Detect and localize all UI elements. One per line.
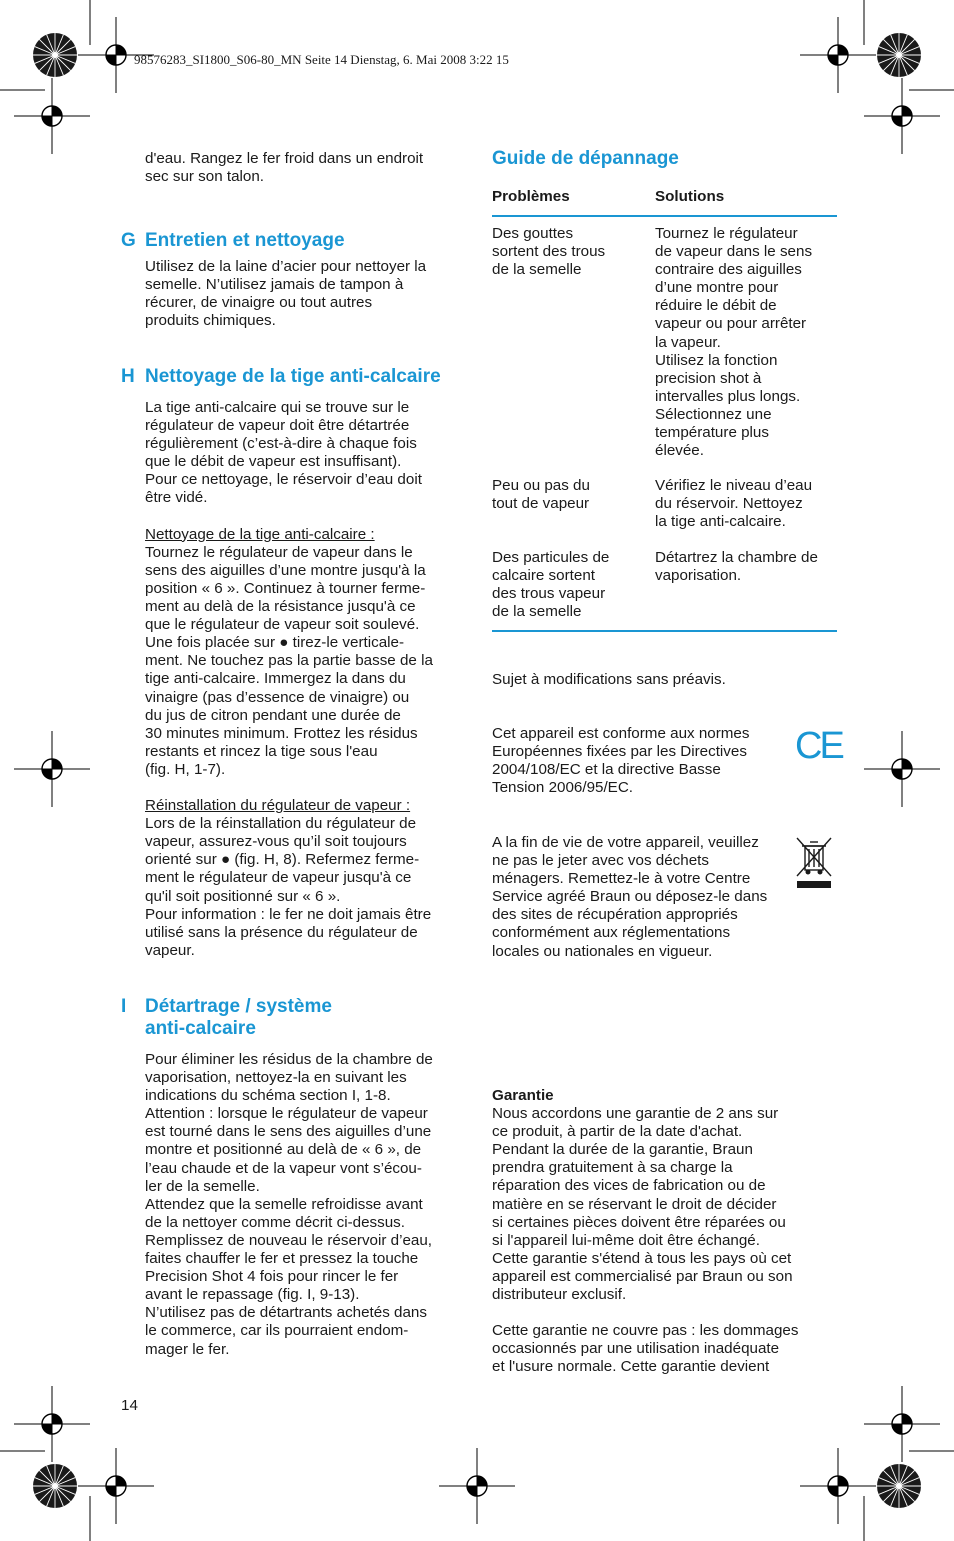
print-slug: 98576283_SI1800_S06-80_MN Seite 14 Dienstag, 6. Mai 2008 3:22 15 <box>134 52 509 67</box>
text-line: Attendez que la semelle refroidisse avant <box>145 1195 423 1213</box>
text-line: Lors de la réinstallation du régulateur de <box>145 815 417 833</box>
text-line: récurer, de vinaigre ou tout autres <box>145 294 373 312</box>
text-line: être vidé. <box>145 489 208 507</box>
text-line: Cette garantie ne couvre pas : les dommages <box>492 1322 799 1340</box>
text-line: La tige anti-calcaire qui se trouve sur le <box>145 399 410 416</box>
text-line: Cet appareil est conforme aux normes <box>492 725 750 742</box>
text-line: locales ou nationales en vigueur. <box>492 942 713 960</box>
text-line: 30 minutes minimum. Frottez les résidus <box>145 724 418 742</box>
text-line: Nous accordons une garantie de 2 ans sur <box>492 1105 779 1123</box>
table-header-solutions: Solutions <box>655 188 725 205</box>
subheading: Nettoyage de la tige anti-calcaire : <box>145 525 375 543</box>
text-line: Utilisez de la laine d’acier pour nettoyer la <box>145 258 427 275</box>
text-line: 2004/108/EC et la directive Basse <box>492 761 721 779</box>
text-line: (fig. H, 1-7). <box>145 760 226 778</box>
text-line: Remplissez de nouveau le réservoir d’eau, <box>145 1231 433 1249</box>
text-line: Cette garantie s'étend à tous les pays où cet <box>492 1249 792 1267</box>
text-line: ne pas le jeter avec vos déchets <box>492 852 709 870</box>
weee-crossed-bin-icon <box>795 836 833 890</box>
text-line: des sites de récupération appropriés <box>492 906 738 924</box>
guarantee-title: Garantie <box>492 1087 554 1104</box>
text-line: ce produit, à partir de la date d'achat. <box>492 1123 743 1141</box>
text-line: régulièrement (c’est-à-dire à chaque fois <box>145 435 417 453</box>
text-line: Une fois placée sur ● tirez-le verticale- <box>145 634 405 652</box>
ce-conformity-text <box>492 725 792 797</box>
text-line: ment le régulateur de vapeur jusqu'à ce <box>145 869 412 887</box>
text-line: sens des aiguilles d’une montre jusqu'à la <box>145 561 426 579</box>
text-line: Tournez le régulateur de vapeur dans le <box>145 543 413 561</box>
text-line: du jus de citron pendant une durée de <box>145 706 401 724</box>
notice-text: Sujet à modifications sans préavis. <box>492 671 726 688</box>
guide-title: Guide de dépannage <box>492 148 679 169</box>
section-i-body <box>145 1051 465 1359</box>
text-line: ment. Ne touchez pas la partie basse de la <box>145 652 433 670</box>
text-line: Precision Shot 4 fois pour rincer le fer <box>145 1268 399 1286</box>
text-line: si l'appareil lui-même doit être échangé. <box>492 1231 760 1249</box>
text-line: appareil est commercialisé par Braun ou son <box>492 1267 793 1285</box>
text-line: Pour ce nettoyage, le réservoir d’eau doit <box>145 471 422 489</box>
text-line: et l'usure normale. Cette garantie devient <box>492 1358 770 1376</box>
text-line: faites chauffer le fer et pressez la touche <box>145 1250 419 1268</box>
subheading: Réinstallation du régulateur de vapeur : <box>145 797 411 815</box>
page-number: 14 <box>121 1397 138 1414</box>
text-line: vinaigre (pas d’essence de vinaigre) ou <box>145 688 410 706</box>
text-line: Service agréé Braun ou déposez-le dans <box>492 888 768 906</box>
text-line: mager le fer. <box>145 1340 230 1358</box>
text-line: N’utilisez pas de détartrants achetés dans <box>145 1304 427 1322</box>
table-header-problems: Problèmes <box>492 188 570 205</box>
text-line: indications du schéma section I, 1-8. <box>145 1087 391 1105</box>
section-i-heading <box>121 996 332 1040</box>
section-title: anti-calcaire <box>145 1018 256 1039</box>
section-title: Détartrage / système <box>145 996 332 1017</box>
text-line: Tension 2006/95/EC. <box>492 779 634 797</box>
text-line: vapeur, assurez-vous qu’il soit toujours <box>145 833 407 851</box>
text-line: vapeur. <box>145 941 195 959</box>
text-line: utilisé sans la présence du régulateur de <box>145 923 418 941</box>
table-row-2-problem: Peu ou pas du tout de vapeur <box>492 477 590 513</box>
text-line: réparation des vices de fabrication ou de <box>492 1177 766 1195</box>
section-h-heading <box>121 366 441 388</box>
section-letter: G <box>121 230 136 251</box>
section-title: Nettoyage de la tige anti-calcaire <box>145 366 441 387</box>
text-line: vaporisation, nettoyez-la en suivant les <box>145 1069 407 1087</box>
text-line: Attention : lorsque le régulateur de vapeur <box>145 1105 428 1123</box>
table-row-2-solution: Vérifiez le niveau d’eau du réservoir. Nettoyez la tige anti-calcaire. <box>655 477 813 531</box>
section-g-body <box>145 258 465 330</box>
text-line: occasionnés par une utilisation inadéquate <box>492 1340 780 1358</box>
text-line: de la nettoyer comme décrit ci-dessus. <box>145 1213 405 1231</box>
text-line: conformément aux réglementations <box>492 924 731 942</box>
text-line: ment au delà de la résistance jusqu'à ce <box>145 598 416 616</box>
text-line: Pendant la durée de la garantie, Braun <box>492 1141 753 1159</box>
text-line: Pour éliminer les résidus de la chambre de <box>145 1051 433 1068</box>
section-letter: I <box>121 996 127 1017</box>
text-line: que le débit de vapeur est insuffisant). <box>145 453 402 471</box>
section-g-heading <box>121 230 345 252</box>
text-line: qu'il soit positionné sur « 6 ». <box>145 887 341 905</box>
ce-mark-icon: CE <box>795 725 842 767</box>
text-line: position « 6 ». Continuez à tourner ferme- <box>145 579 426 597</box>
text-line: tige anti-calcaire. Immergez la dans du <box>145 670 406 688</box>
text-line: si certaines pièces doivent être réparées ou <box>492 1213 786 1231</box>
text-line: prendra gratuitement à sa charge la <box>492 1159 733 1177</box>
text-line: le commerce, car ils pourraient endom- <box>145 1322 409 1340</box>
table-top-rule <box>492 215 837 217</box>
intro-text <box>145 150 465 186</box>
table-bottom-rule <box>492 630 837 632</box>
text-line: ménagers. Remettez-le à votre Centre <box>492 870 751 888</box>
text-line: ler de la semelle. <box>145 1177 260 1195</box>
table-row-1-problem: Des gouttes sortent des trous de la semelle <box>492 225 606 279</box>
text-line: régulateur de vapeur doit être détartrée <box>145 417 410 435</box>
text-line: distributeur exclusif. <box>492 1286 627 1304</box>
text-line: matière en se réservant le droit de décider <box>492 1195 777 1213</box>
text-line: semelle. N’utilisez jamais de tampon à <box>145 276 404 294</box>
text-line: A la fin de vie de votre appareil, veuillez <box>492 834 759 851</box>
section-title: Entretien et nettoyage <box>145 230 345 251</box>
text-line: est tourné dans le sens des aiguilles d’une <box>145 1123 432 1141</box>
table-row-1-solution: Tournez le régulateur de vapeur dans le sens contraire des aiguilles d’une montre pour réduire le débit de vapeur ou pour arrêter la vapeur. Utilisez la fonction precision shot à intervalles plus longs. Sélectionnez une température plus élevée. <box>655 225 813 460</box>
weee-text <box>492 834 812 961</box>
table-row-3-solution: Détartrez la chambre de vaporisation. <box>655 549 818 585</box>
section-h-body <box>145 399 465 960</box>
text-line: avant le repassage (fig. I, 9-13). <box>145 1286 360 1304</box>
text-line: produits chimiques. <box>145 312 276 330</box>
text-line: sec sur son talon. <box>145 168 265 186</box>
text-line: restants et rincez la tige sous l'eau <box>145 742 378 760</box>
text-line: l’eau chaude et de la vapeur vont s’écou- <box>145 1159 422 1177</box>
text-line: d'eau. Rangez le fer froid dans un endroit <box>145 150 424 167</box>
text-line: orienté sur ● (fig. H, 8). Refermez ferme- <box>145 851 420 869</box>
table-row-3-problem: Des particules de calcaire sortent des trous vapeur de la semelle <box>492 549 610 621</box>
text-line: montre et positionné au delà de « 6 », de <box>145 1141 422 1159</box>
text-line: que le régulateur de vapeur soit soulevé. <box>145 616 420 634</box>
section-letter: H <box>121 366 135 387</box>
guarantee-section <box>492 1087 837 1377</box>
text-line: Européennes fixées par les Directives <box>492 743 747 761</box>
text-line: Pour information : le fer ne doit jamais être <box>145 905 432 923</box>
